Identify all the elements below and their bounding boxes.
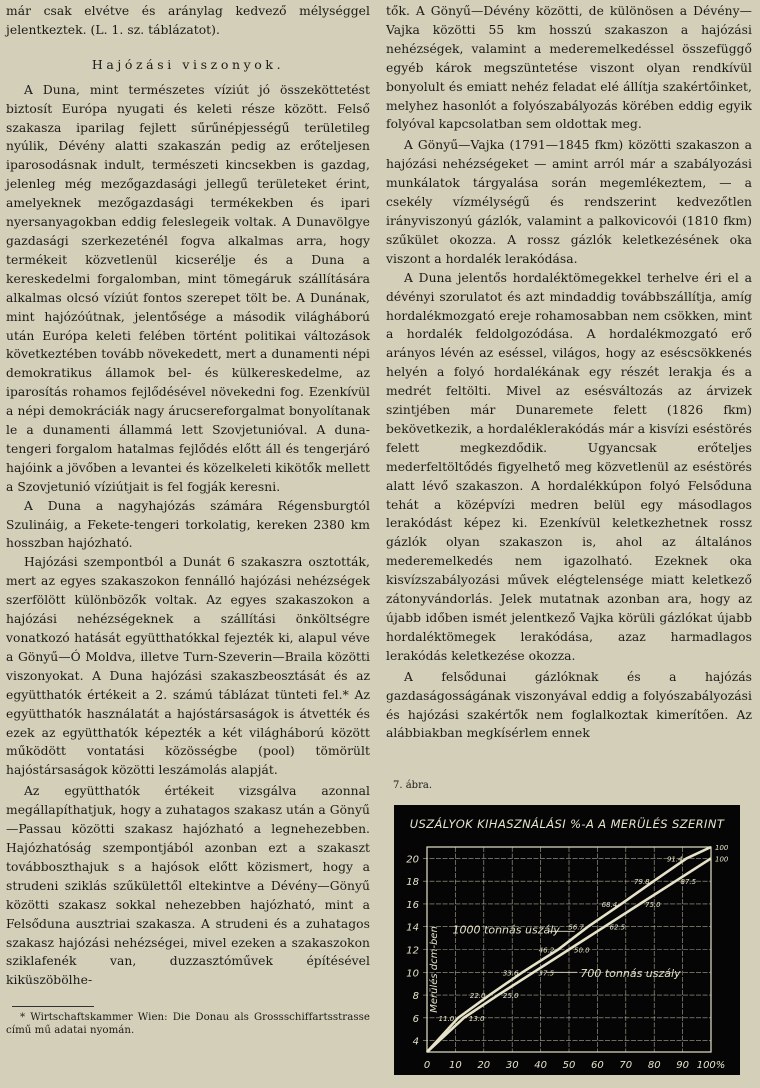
data-label: 46.2 bbox=[538, 946, 555, 955]
data-label: 62.5 bbox=[609, 923, 626, 932]
x-tick-label: 30 bbox=[505, 1060, 519, 1071]
left-column bbox=[6, 2, 370, 1037]
data-label: 79.8 bbox=[634, 878, 650, 887]
y-tick-label: 16 bbox=[406, 899, 419, 911]
footnote: * Wirtschaftskammer Wien: Die Donau als Grossschiffartsstrasse című mű adatai nyomán. bbox=[6, 1012, 370, 1037]
paragraph: A felsődunai gázlóknak és a hajózás gazdaságosságának viszonyával eddig a folyószabályozási és hajózási szakértők nem foglalkoztak kimerítően. Az alábbiakban megkísérlem ennek bbox=[386, 669, 752, 741]
paragraph: tők. A Gönyű—Dévény közötti, de különösen a Dévény—Vajka közötti 55 km hosszú szakaszon a hajózási nehézségek, valamint a mederemelkedéssel összefüggő egyéb károk megszüntetése viszont olyan rendkívül bonyolult és emiatt nehéz feladat elé állítja szakértőinket, melyhez hasonlót a folyószabályozás körében eddig egyik folyóval kapcsolatban sem oldottak meg. bbox=[386, 4, 752, 132]
x-tick-label: 90 bbox=[676, 1060, 689, 1071]
data-label: 37.5 bbox=[538, 969, 555, 978]
x-tick-label: 10 bbox=[449, 1060, 462, 1071]
x-tick-label: 80 bbox=[647, 1060, 661, 1071]
data-label: 33.6 bbox=[502, 969, 519, 978]
data-label: 68.4 bbox=[601, 900, 618, 909]
y-tick-label: 8 bbox=[412, 991, 419, 1003]
y-tick-label: 4 bbox=[412, 1036, 419, 1048]
y-tick-label: 20 bbox=[406, 854, 419, 866]
x-tick-label: 40 bbox=[534, 1060, 547, 1071]
paragraph: A Duna, mint természetes víziút jó összeköttetést biztosít Európa nyugati és keleti része között. Felső szakasza iparilag fejlett sűrűnépjességű területileg nyúlik, Dévény alatti szakaszán pedig az erőteljesen iparosodásnak indult, természeti kincsekben is gazdag, jelenleg még mezőgazdasági jellegű területeket érint, amelyeknek mezőgazdasági termékekben és ipari nyersanyagokban eddig feleslegeik voltak. A Dunavölgye gazdasági szerkezeténél fogva alkalmas arra, hogy termékeit közvetlenül kicserélje és a Duna a kereskedelmi forgalomban, mint tömegáruk szállítására alkalmas olcsó víziút fontos szerepet tölt be. A Dunának, mint hajózóútnak, jelentősége a második világháború után Európa keleti felében történt politikai változások következtében tovább növekedett, mert a dunamenti népi demokratikus államok bel- és külkereskedelme, az iparosítás rohamos fejlődésével növekedni fog. Ezenkívül a népi demokráciák nagy árucsereforgalmat bonyolítanak le a dunamenti állammá lett Szovjetunióval. A duna-tengeri forgalom hatalmas fejlődés előtt áll és tengerjáró hajóink a jövőben a levantei és közelkeleti kikötők mellett a Szovjetunió víziútjait is fel fogják keresni. bbox=[6, 82, 370, 494]
chart-title: USZÁLYOK KIHASZNÁLÁSI %-A A MERÜLÉS SZERINT bbox=[409, 817, 725, 831]
paragraph: már csak elvétve és aránylag kedvező mélységgel jelentkeztek. (L. 1. sz. táblázatot). bbox=[6, 4, 370, 37]
section-heading: Hajózási viszonyok. bbox=[91, 56, 285, 72]
data-label: 100 bbox=[715, 855, 729, 864]
chart-panel bbox=[394, 805, 740, 1075]
footnote-divider bbox=[12, 1006, 94, 1007]
data-label: 87.5 bbox=[680, 878, 697, 887]
data-label: 25.0 bbox=[503, 992, 519, 1001]
x-tick-label: 50 bbox=[562, 1060, 576, 1071]
data-label: 75.0 bbox=[645, 900, 661, 909]
paragraph: Az együtthatók értékeit vizsgálva azonnal megállapíthatjuk, hogy a zuhatagos szakasz után a Gönyű—Passau közötti szakasz hajózható a legnehezebben. Hajózhatóság szempontjából azonban ezt a szakaszt továbboszthajuk s a hajósok előtt közismert, hogy a strudeni sziklás szűkülettől eltekintve a Dévény—Gönyű közötti szakasz sokkal nehezebben hajózható, mint a Felsőduna ausztriai szakasza. A strudeni és a zuhatagos szakasz hajózási nehézségei, mivel ezeken a szakaszokon sziklafenék van, duzzasztóművek építésével kiküszöbölhe- bbox=[6, 784, 370, 988]
figure-label: 7. ábra. bbox=[393, 780, 433, 791]
data-label: 50.0 bbox=[574, 946, 590, 955]
x-tick-label: 70 bbox=[619, 1060, 633, 1071]
data-label: 56.7 bbox=[568, 923, 585, 932]
y-tick-label: 6 bbox=[412, 1013, 419, 1025]
y-axis-label: Merülés dcm-ben bbox=[429, 926, 440, 1013]
x-tick-label: 60 bbox=[591, 1060, 604, 1071]
y-tick-label: 14 bbox=[406, 922, 419, 934]
y-tick-label: 10 bbox=[406, 968, 419, 980]
paragraph: Hajózási szempontból a Dunát 6 szakaszra osztották, mert az egyes szakaszokon fennálló hajózási nehézségek szerfölött különbözők voltak. Az egyes szakaszokon a hajózási nehézségeknek a szállítási önköltségre vonatkozó hatását együtthatókkal fejezték ki, alapul véve a Gönyű—Ó Moldva, illetve Turn-Szeverin—Braila közötti viszonyokat. A Duna hajózási szakaszbeosztását és az együtthatók értékeit a 2. számú táblázat tünteti fel.* Az együtthatók használatát a hajóstársaságok is átvették és ezek az együtthatók képezték a két világháború között működött vontatási közösségbe (pool) tömörült hajóstársaságok közötti leszámolás alapját. bbox=[6, 555, 370, 778]
x-tick-label: 0 bbox=[423, 1060, 431, 1071]
paragraph: A Gönyű—Vajka (1791—1845 fkm) közötti szakaszon a hajózási nehézségeket — amint arról már a szabályozási munkálatok tárgyalása során megemlékeztem, — a csekély vízmélységű és rendszerint kedvezőtlen irányviszonyú gázlók, valamint a palkovicovói (1810 fkm) szűkület okozza. A rossz gázlók keletkezésének oka viszont a hordalék lerakódása. bbox=[386, 138, 752, 266]
paragraph: A Duna a nagyhajózás számára Régensburgtól Szulináig, a Fekete-tengeri torkolatig, kereken 2380 km hosszban hajózható. bbox=[6, 498, 370, 551]
right-column bbox=[386, 2, 752, 743]
x-tick-label: 100% bbox=[696, 1060, 726, 1071]
data-label: 11.0 bbox=[438, 1014, 455, 1023]
series-annotation-700t: 700 tonnás uszály bbox=[580, 966, 681, 980]
y-tick-label: 12 bbox=[406, 945, 419, 957]
series-annotation-1000t: 1000 tonnás uszály bbox=[452, 923, 560, 937]
data-label: 13.0 bbox=[468, 1014, 485, 1023]
data-label: 91.4 bbox=[666, 855, 683, 864]
x-tick-label: 20 bbox=[477, 1060, 491, 1071]
data-label: 100 bbox=[715, 844, 729, 852]
paragraph: A Duna jelentős hordaléktömegekkel terhelve éri el a dévényi szorulatot és azt mindaddig továbbszállítja, amíg hordalékmozgató ereje rohamosabban nem csökken, mint a hordalék feldolgozódása. A hordalékmozgató erő arányos lévén az eséssel, világos, hogy az eséscsökkenés helyén a folyó hordalékának egy részét lerakja és a medrét feltölti. Mivel az esésváltozás az árvizek szintjében már Dunaremete felett (1826 fkm) bekövetkezik, a hordaléklerakódás már a kisvízi eséstörés felett megkezdődik. Ugyancsak erőteljes mederfeltöltődés figyelhető meg közvetlenül az eséstörés alatt lévő szakaszon. A hordalékkúpon folyó Felsőduna tehát a középvízi medren belül egy másodlagos lerakódást képez ki. Ezenkívül keletkezhetnek rossz gázlók olyan szakaszon is, ahol az általános mederemelkedés nem igazolható. Ezeknek oka kisvízszabályozási művek elégtelensége miatt keletkező zátonyvándorlás. Jelek mutatnak azonban ara, hogy az újabb időben ismét jelentkező Vajka körüli gázlókat újabb hordaléktömegek lerakódása, azaz harmadlagos lerakódás keletkezése okozza. bbox=[386, 270, 752, 663]
chart-svg bbox=[394, 805, 740, 1075]
data-label: 22.0 bbox=[469, 992, 486, 1001]
y-tick-label: 18 bbox=[406, 877, 419, 889]
